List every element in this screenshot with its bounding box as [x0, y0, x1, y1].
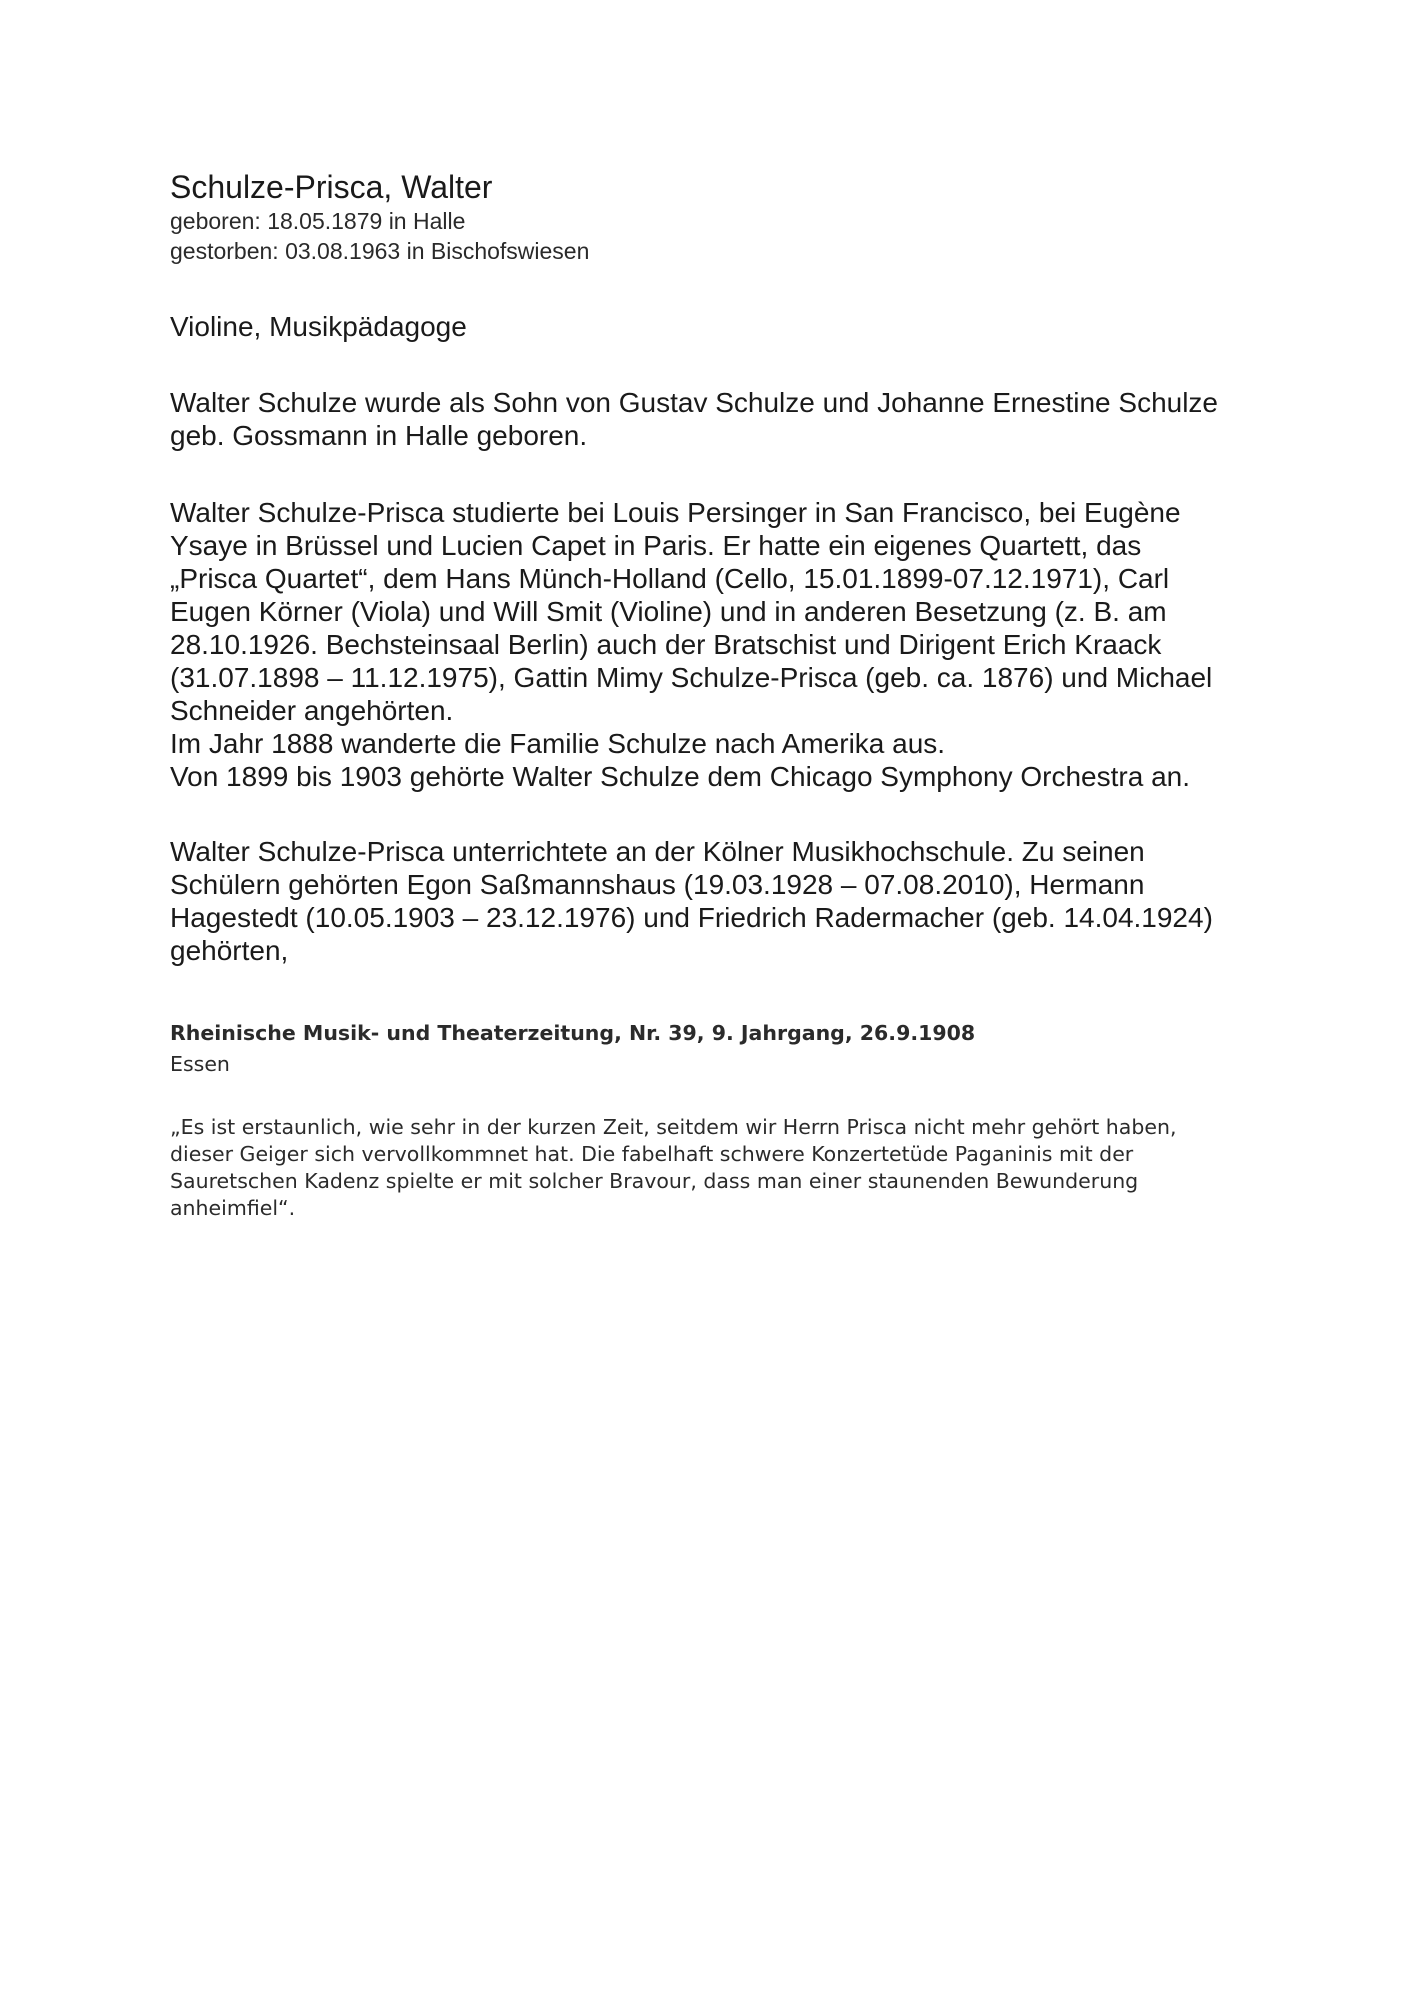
text-line: Schneider angehörten.: [170, 695, 454, 726]
profession: Violine, Musikpädagoge: [170, 311, 467, 342]
quote-line: Sauretschen Kadenz spielte er mit solcher Bravour, dass man einer staunenden Bewunderung: [170, 1169, 1139, 1193]
text-line: Walter Schulze wurde als Sohn von Gustav Schulze und Johanne Ernestine Schulze: [170, 387, 1219, 418]
text-line: gehörten,: [170, 935, 289, 966]
text-line: Hagestedt (10.05.1903 – 23.12.1976) und Friedrich Radermacher (geb. 14.04.1924): [170, 902, 1213, 933]
quote-line: dieser Geiger sich vervollkommnet hat. Die fabelhaft schwere Konzertetüde Paganinis mit der: [170, 1142, 1134, 1166]
text-line: „Prisca Quartet“, dem Hans Münch-Holland (Cello, 15.01.1899-07.12.1971), Carl: [170, 563, 1170, 594]
press-quote: [170, 1114, 1260, 1222]
text-line: Ysaye in Brüssel und Lucien Capet in Paris. Er hatte ein eigenes Quartett, das: [170, 530, 1142, 561]
document-content: [170, 168, 1260, 1222]
text-line: Walter Schulze-Prisca studierte bei Louis Persinger in San Francisco, bei Eugène: [170, 497, 1181, 528]
text-line: 28.10.1926. Bechsteinsaal Berlin) auch der Bratschist und Dirigent Erich Kraack: [170, 629, 1162, 660]
text-line: Von 1899 bis 1903 gehörte Walter Schulze dem Chicago Symphony Orchestra an.: [170, 761, 1190, 792]
teaching-paragraph: [170, 835, 1260, 967]
text-line: Eugen Körner (Viola) und Will Smit (Violine) und in anderen Besetzung (z. B. am: [170, 596, 1167, 627]
person-name: Schulze-Prisca, Walter: [170, 169, 493, 205]
source-place: Essen: [170, 1052, 230, 1076]
quote-line: anheimfiel“.: [170, 1196, 296, 1220]
birth-info: geboren: 18.05.1879 in Halle: [170, 208, 466, 234]
text-line: Walter Schulze-Prisca unterrichtete an der Kölner Musikhochschule. Zu seinen: [170, 836, 1145, 867]
source-citation: Rheinische Musik- und Theaterzeitung, Nr. 39, 9. Jahrgang, 26.9.1908: [170, 1021, 976, 1045]
text-line: geb. Gossmann in Halle geboren.: [170, 420, 588, 451]
family-paragraph: [170, 386, 1260, 452]
quote-line: „Es ist erstaunlich, wie sehr in der kurzen Zeit, seitdem wir Herrn Prisca nicht mehr gehört haben,: [170, 1115, 1177, 1139]
text-line: Im Jahr 1888 wanderte die Familie Schulze nach Amerika aus.: [170, 728, 946, 759]
death-info: gestorben: 03.08.1963 in Bischofswiesen: [170, 238, 590, 264]
text-line: (31.07.1898 – 11.12.1975), Gattin Mimy Schulze-Prisca (geb. ca. 1876) und Michael: [170, 662, 1213, 693]
text-line: Schülern gehörten Egon Saßmannshaus (19.03.1928 – 07.08.2010), Hermann: [170, 869, 1145, 900]
study-paragraph: [170, 496, 1260, 793]
